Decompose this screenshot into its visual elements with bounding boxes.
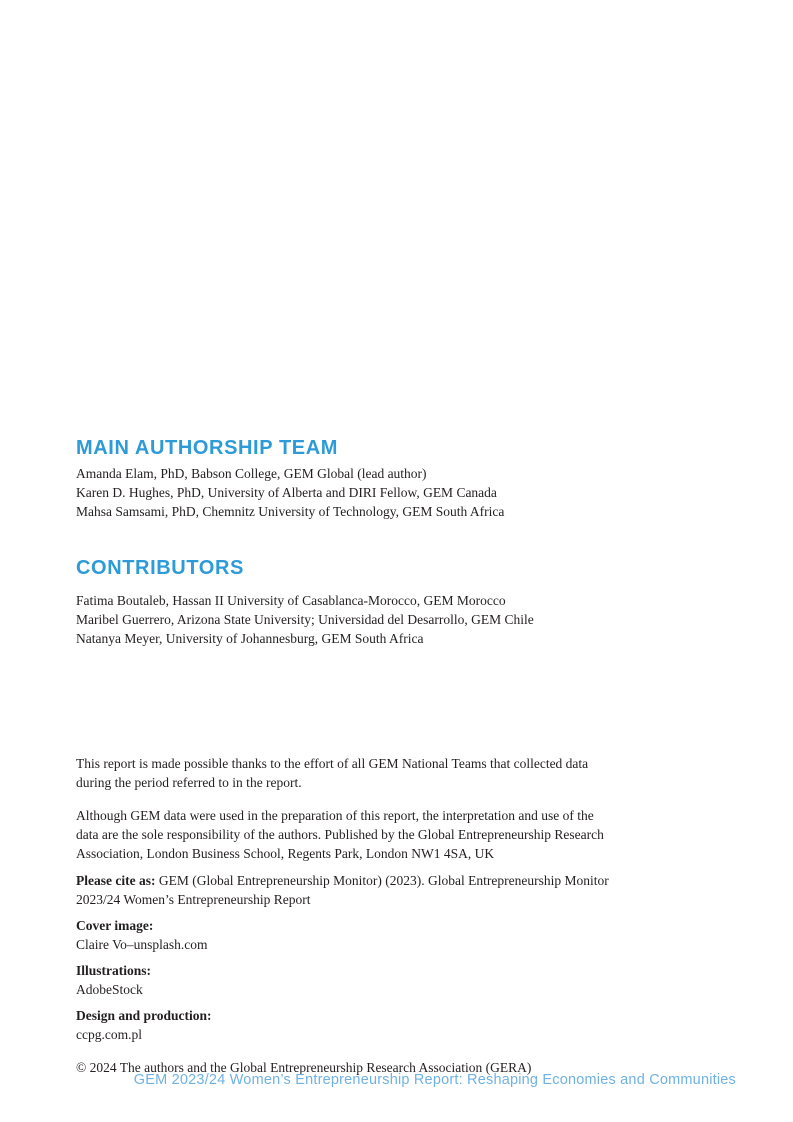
contributors-heading: CONTRIBUTORS [76, 557, 244, 579]
design-production-credit [76, 1006, 636, 1044]
illustrations-label: Illustrations: [76, 963, 152, 978]
authorship-list [76, 464, 636, 521]
author-line: Amanda Elam, PhD, Babson College, GEM Global (lead author) [76, 466, 427, 481]
cover-image-credit [76, 916, 636, 954]
acknowledgement-paragraph: This report is made possible thanks to the effort of all GEM National Teams that collected data during the period referred to in the report. [76, 756, 589, 790]
authorship-heading: MAIN AUTHORSHIP TEAM [76, 437, 338, 459]
author-line: Mahsa Samsami, PhD, Chemnitz University of Technology, GEM South Africa [76, 504, 505, 519]
cover-image-label: Cover image: [76, 918, 154, 933]
cover-image-value: Claire Vo–unsplash.com [76, 937, 208, 952]
design-production-label: Design and production: [76, 1008, 212, 1023]
copyright-line: © 2024 The authors and the Global Entrepreneurship Research Association (GERA) [76, 1060, 532, 1075]
contributor-line: Fatima Boutaleb, Hassan II University of Casablanca-Morocco, GEM Morocco [76, 593, 506, 608]
author-line: Karen D. Hughes, PhD, University of Alberta and DIRI Fellow, GEM Canada [76, 485, 497, 500]
contributors-list [76, 591, 636, 648]
contributor-line: Natanya Meyer, University of Johannesburg, GEM South Africa [76, 631, 424, 646]
citation-label: Please cite as: [76, 873, 156, 888]
design-production-value: ccpg.com.pl [76, 1027, 142, 1042]
disclaimer-paragraph: Although GEM data were used in the preparation of this report, the interpretation and use of the data are the sole responsibility of the authors. Published by the Global Entrepreneurship Research Association, London Business School, Regents Park, London NW1 4SA, UK [76, 808, 604, 861]
citation-text: GEM (Global Entrepreneurship Monitor) (2023). Global Entrepreneurship Monitor 2023/24 Women’s Entrepreneurship Report [76, 873, 609, 907]
credits-content [76, 0, 636, 1077]
illustrations-credit [76, 961, 636, 999]
citation-paragraph [76, 871, 617, 909]
illustrations-value: AdobeStock [76, 982, 143, 997]
report-footer-title: GEM 2023/24 Women’s Entrepreneurship Report: Reshaping Economies and Communities [133, 1072, 736, 1088]
report-footer [134, 1071, 736, 1089]
contributor-line: Maribel Guerrero, Arizona State University; Universidad del Desarrollo, GEM Chile [76, 612, 534, 627]
